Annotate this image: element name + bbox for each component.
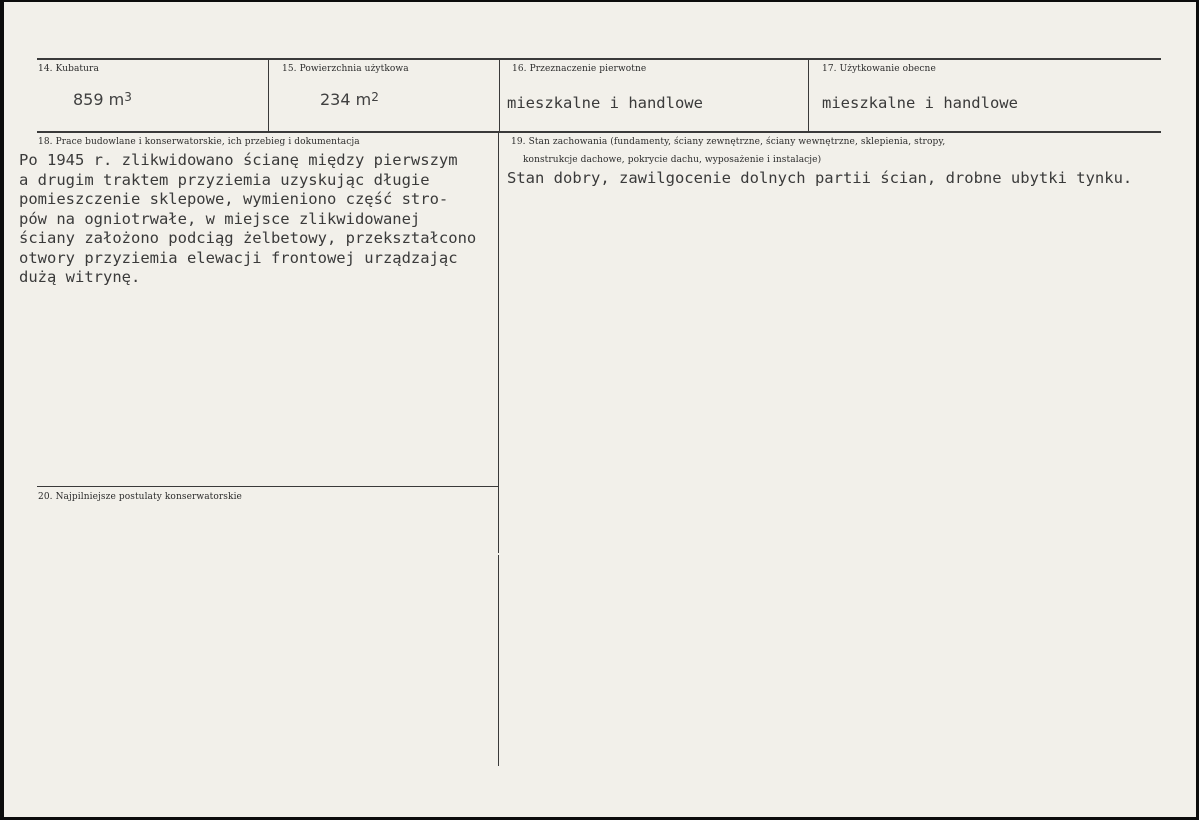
field-15-label: 15. Powierzchnia użytkowa: [282, 64, 409, 74]
field-18-line: dużą witrynę.: [19, 268, 141, 286]
field-16-label: 16. Przeznaczenie pierwotne: [512, 64, 647, 74]
divider-18-19: [498, 133, 499, 553]
field-15-value: [320, 90, 379, 109]
field-18-line: a drugim traktem przyziemia uzyskując długie: [19, 170, 430, 189]
area-unit: m: [355, 90, 372, 109]
field-17-label: 17. Użytkowanie obecne: [822, 64, 936, 74]
field-18-line: pów na ogniotrwałe, w miejsce zlikwidowanej: [19, 209, 421, 228]
conservation-record-card: [4, 2, 1196, 817]
field-14-value: [73, 90, 132, 109]
field-14-label: 14. Kubatura: [38, 64, 99, 74]
field-19-value: Stan dobry, zawilgocenie dolnych partii ścian, drobne ubytki tynku.: [507, 169, 1133, 187]
divider-15-16: [499, 60, 500, 131]
divider-20-19: [498, 555, 499, 766]
field-18-line: ściany założono podciąg żelbetowy, przekształcono: [19, 229, 477, 247]
field-17-value: mieszkalne i handlowe: [822, 94, 1018, 112]
field-18-line: pomieszczenie sklepowe, wymieniono część stro-: [19, 190, 449, 208]
cubature-unit: m: [108, 90, 125, 109]
row-divider: [37, 131, 1161, 133]
area-exponent: 2: [371, 90, 379, 104]
cubature-exponent: 3: [124, 90, 132, 104]
field-19-label-line1: 19. Stan zachowania (fundamenty, ściany zewnętrzne, ściany wewnętrzne, sklepienia, stropy,: [511, 137, 946, 147]
field-18-line: Po 1945 r. zlikwidowano ścianę między pierwszym: [19, 151, 458, 169]
field-18-line: otwory przyziemia elewacji frontowej urządzając: [19, 248, 458, 267]
field-20-label: 20. Najpilniejsze postulaty konserwatorskie: [38, 492, 242, 502]
cubature-number: 859: [73, 90, 104, 109]
field-16-value: mieszkalne i handlowe: [507, 94, 703, 112]
field-19-label-line2: konstrukcje dachowe, pokrycie dachu, wyposażenie i instalacje): [523, 155, 822, 165]
section-20-divider: [37, 486, 499, 487]
area-number: 234: [320, 90, 351, 109]
divider-14-15: [268, 60, 269, 131]
top-rule: [37, 58, 1161, 60]
divider-16-17: [808, 60, 809, 131]
field-18-label: 18. Prace budowlane i konserwatorskie, ich przebieg i dokumentacja: [38, 137, 360, 147]
